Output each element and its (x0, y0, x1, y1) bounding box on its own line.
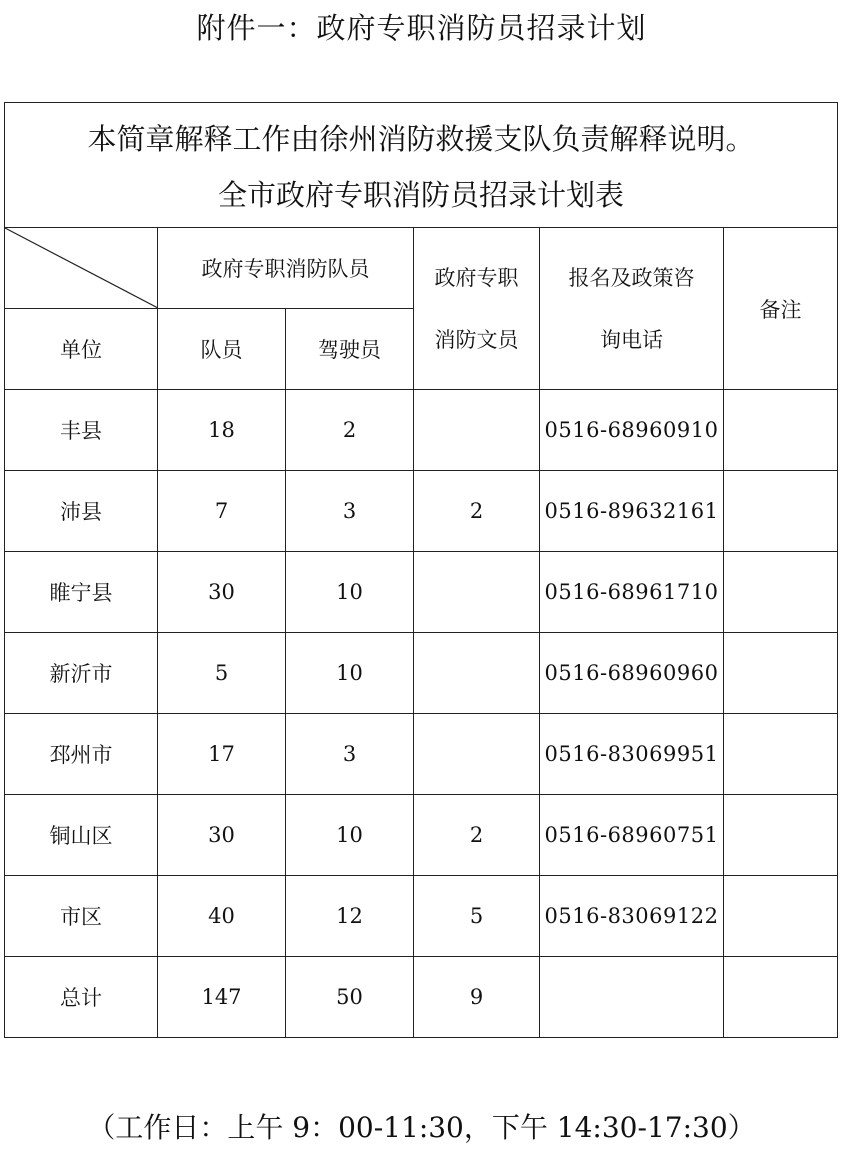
remark-cell (724, 552, 838, 633)
civilian-count: 2 (414, 795, 540, 876)
table-row (5, 795, 838, 876)
total-phone-cell (540, 957, 724, 1038)
driver-count: 2 (286, 390, 414, 471)
phone-cell: 0516-68960960 (540, 633, 724, 714)
table-row (5, 714, 838, 795)
remark-cell (724, 390, 838, 471)
member-count: 7 (158, 471, 286, 552)
total-civilian-count: 9 (414, 957, 540, 1038)
header-phone-line1: 报名及政策咨 (568, 265, 695, 290)
civilian-count (414, 552, 540, 633)
header-firefighters-group: 政府专职消防队员 (158, 228, 414, 309)
total-label: 总计 (5, 957, 158, 1038)
phone-cell: 0516-83069951 (540, 714, 724, 795)
table-row (5, 633, 838, 714)
civilian-count: 2 (414, 471, 540, 552)
table-row (5, 390, 838, 471)
header-remark: 备注 (724, 228, 838, 390)
recruitment-plan-table (4, 102, 838, 1038)
driver-count: 10 (286, 795, 414, 876)
civilian-count: 5 (414, 876, 540, 957)
total-member-count: 147 (158, 957, 286, 1038)
header-unit: 单位 (5, 309, 158, 390)
header-phone (540, 228, 724, 390)
unit-cell: 丰县 (5, 390, 158, 471)
member-count: 17 (158, 714, 286, 795)
member-count: 18 (158, 390, 286, 471)
header-driver: 驾驶员 (286, 309, 414, 390)
remark-cell (724, 714, 838, 795)
total-remark-cell (724, 957, 838, 1038)
unit-cell: 沛县 (5, 471, 158, 552)
intro-cell (5, 103, 838, 228)
total-row (5, 957, 838, 1038)
member-count: 30 (158, 795, 286, 876)
page-title: 附件一：政府专职消防员招录计划 (196, 11, 647, 45)
unit-cell: 铜山区 (5, 795, 158, 876)
phone-cell: 0516-68961710 (540, 552, 724, 633)
header-phone-line2: 询电话 (600, 327, 663, 352)
driver-count: 10 (286, 552, 414, 633)
table-title: 全市政府专职消防员招录计划表 (217, 178, 624, 212)
footer-colon: ： (310, 1111, 339, 1144)
civilian-count (414, 714, 540, 795)
footer-close: ） (727, 1111, 756, 1144)
member-count: 5 (158, 633, 286, 714)
unit-cell: 邳州市 (5, 714, 158, 795)
unit-cell: 睢宁县 (5, 552, 158, 633)
table-row (5, 876, 838, 957)
driver-count: 3 (286, 471, 414, 552)
remark-cell (724, 471, 838, 552)
footer-open: （工作日：上午 (87, 1111, 284, 1144)
table-row (5, 552, 838, 633)
remark-cell (724, 633, 838, 714)
total-driver-count: 50 (286, 957, 414, 1038)
diagonal-line (5, 228, 158, 308)
phone-cell: 0516-83069122 (540, 876, 724, 957)
intro-explanation: 本简章解释工作由徐州消防救援支队负责解释说明。 (87, 122, 755, 156)
civilian-count (414, 390, 540, 471)
header-civilian-line1: 政府专职 (434, 265, 519, 290)
unit-cell: 市区 (5, 876, 158, 957)
phone-cell: 0516-68960751 (540, 795, 724, 876)
remark-cell (724, 876, 838, 957)
footer-pm-range: 14:30-17:30 (556, 1111, 728, 1144)
remark-cell (724, 795, 838, 876)
header-member: 队员 (158, 309, 286, 390)
civilian-count (414, 633, 540, 714)
phone-cell: 0516-68960910 (540, 390, 724, 471)
unit-cell: 新沂市 (5, 633, 158, 714)
working-hours-note (0, 1106, 843, 1146)
driver-count: 12 (286, 876, 414, 957)
member-count: 30 (158, 552, 286, 633)
diagonal-header-cell (5, 228, 158, 309)
phone-cell: 0516-89632161 (540, 471, 724, 552)
table-row (5, 471, 838, 552)
member-count: 40 (158, 876, 286, 957)
header-civilian-staff (414, 228, 540, 390)
footer-sep: ，下午 (463, 1111, 548, 1144)
driver-count: 10 (286, 633, 414, 714)
footer-am-hour: 9 (292, 1111, 311, 1144)
footer-am-range: 00-11:30 (338, 1111, 464, 1144)
driver-count: 3 (286, 714, 414, 795)
header-civilian-line2: 消防文员 (434, 327, 519, 352)
